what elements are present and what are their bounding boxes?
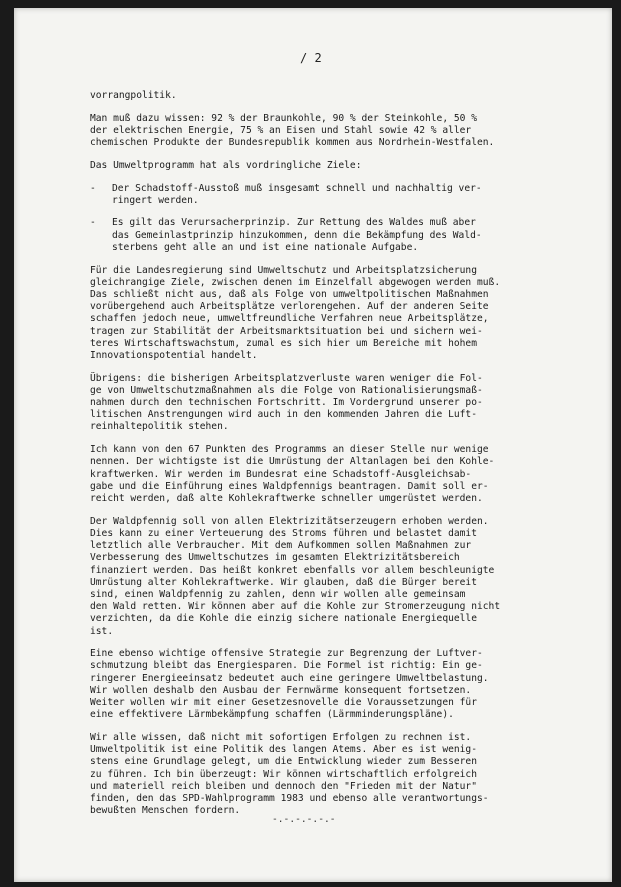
text-line: ringerer Energieeinsatz bedeutet auch eine geringere Umweltbelastung.	[90, 672, 489, 684]
text-line: schaffen jedoch neue, umweltfreundliche Verfahren neue Arbeitsplätze,	[90, 313, 489, 325]
text-line: Das schließt nicht aus, daß als Folge von umweltpolitischen Maßnahmen	[90, 288, 489, 300]
text-line: kraftwerken. Wir werden im Bundesrat eine Schadstoff-Ausgleichsab-	[90, 468, 472, 480]
paragraph	[90, 373, 590, 434]
text-line: finden, den das SPD-Wahlprogramm 1983 und ebenso alle verantwortungs-	[90, 792, 489, 804]
paragraph	[90, 516, 590, 638]
text-line: vorübergehend auch Arbeitsplätze verlorengehen. Auf der anderen Seite	[90, 301, 489, 313]
text-line: sterbens geht alle an und ist eine nationale Aufgabe.	[112, 241, 419, 253]
paragraph	[90, 113, 590, 150]
text-line: Umweltpolitik ist eine Politik des langen Atems. Aber es ist wenig-	[90, 744, 477, 756]
text-line: Innovationspotential handelt.	[90, 349, 258, 361]
text-line: Übrigens: die bisherigen Arbeitsplatzverluste waren weniger die Fol-	[90, 372, 483, 384]
text-line: den Wald retten. Wir können aber auf die Kohle zur Stromerzeugung nicht	[90, 601, 501, 613]
text-line: gabe und die Einführung eines Waldpfennigs beantragen. Damit soll er-	[90, 480, 489, 492]
paragraph	[90, 160, 590, 172]
text-line: Eine ebenso wichtige offensive Strategie zur Begrenzung der Luftver-	[90, 648, 483, 660]
text-line: reinhaltepolitik stehen.	[90, 421, 229, 433]
page-number: / 2	[300, 51, 322, 65]
text-line: tragen zur Stabilität der Arbeitsmarktsituation bei und sichern wei-	[90, 325, 483, 337]
text-line: nahmen durch den technischen Fortschritt. Im Vordergrund unserer po-	[90, 397, 483, 409]
text-line: und materiell reich bleiben und dennoch den "Frieden mit der Natur"	[90, 780, 477, 792]
list-item	[90, 183, 590, 207]
text-line: ist.	[90, 625, 114, 637]
list-item	[90, 217, 590, 254]
paragraph	[90, 90, 590, 102]
text-line: schmutzung bleibt das Energiesparen. Die Formel ist richtig: Ein ge-	[90, 660, 483, 672]
text-line: Das Umweltprogramm hat als vordringliche Ziele:	[90, 159, 362, 171]
text-line: finanziert werden. Das heißt konkret ebenfalls vor allem beschleunigte	[90, 564, 495, 576]
text-line: Ich kann von den 67 Punkten des Programms an dieser Stelle nur wenige	[90, 444, 489, 456]
text-line: eine effektivere Lärmbekämpfung schaffen (Lärmminderungspläne).	[90, 709, 454, 721]
paragraph	[90, 648, 590, 721]
bullet-dash: -	[90, 217, 96, 229]
text-line: vorrangpolitik.	[90, 90, 177, 101]
text-line: bewußten Menschen fordern.	[90, 805, 241, 817]
text-line: Wir wollen deshalb den Ausbau der Fernwärme konsequent fortsetzen.	[90, 684, 472, 696]
text-line: Umrüstung alter Kohlekraftwerke. Wir glauben, daß die Bürger bereit	[90, 576, 477, 588]
text-line: letztlich alle Verbraucher. Mit dem Aufkommen sollen Maßnahmen zur	[90, 540, 472, 552]
text-line: Dies kann zu einer Verteuerung des Stroms führen und belastet damit	[90, 527, 477, 539]
text-line: Weiter wollen wir mit einer Gesetzesnovelle die Voraussetzungen für	[90, 697, 477, 709]
text-line: zu führen. Ich bin überzeugt: Wir können wirtschaftlich erfolgreich	[90, 768, 477, 780]
text-line: Wir alle wissen, daß nicht mit sofortigen Erfolgen zu rechnen ist.	[90, 731, 472, 743]
text-line: Der Schadstoff-Ausstoß muß insgesamt schnell und nachhaltig ver-	[112, 182, 482, 194]
text-line: das Gemeinlastprinzip hinzukommen, denn die Bekämpfung des Wald-	[112, 229, 482, 241]
text-line: chemischen Produkte der Bundesrepublik kommen aus Nordrhein-Westfalen.	[90, 137, 495, 149]
text-line: litischen Anstrengungen wird auch in den kommenden Jahren die Luft-	[90, 409, 477, 421]
text-line: stens eine Grundlage gelegt, um die Entwicklung wieder zum Besseren	[90, 756, 477, 768]
text-line: Für die Landesregierung sind Umweltschutz und Arbeitsplatzsicherung	[90, 264, 477, 276]
text-line: Der Waldpfennig soll von allen Elektrizitätserzeugern erhoben werden.	[90, 515, 489, 527]
document-page	[14, 8, 612, 882]
text-line: verzichten, da die Kohle die einzig sichere nationale Energiequelle	[90, 613, 477, 625]
text-line: ge von Umweltschutzmaßnahmen als die Folge von Rationalisierungsmaß-	[90, 384, 483, 396]
text-line: der elektrischen Energie, 75 % an Eisen und Stahl sowie 42 % aller	[90, 124, 472, 136]
paragraph	[90, 732, 590, 817]
text-line: ringert werden.	[112, 194, 199, 206]
paragraph	[90, 444, 590, 505]
text-line: reicht werden, daß alte Kohlekraftwerke schneller umgerüstet werden.	[90, 492, 483, 504]
text-line: nennen. Der wichtigste ist die Umrüstung der Altanlagen bei den Kohle-	[90, 456, 495, 468]
text-line: Verbesserung des Umweltschutzes im gesamten Elektrizitätsbereich	[90, 552, 460, 564]
text-line: Man muß dazu wissen: 92 % der Braunkohle, 90 % der Steinkohle, 50 %	[90, 112, 477, 124]
end-mark: -.-.-.-.-.-	[272, 814, 336, 825]
paragraph	[90, 265, 590, 363]
bullet-dash: -	[90, 182, 96, 194]
text-line: gleichrangige Ziele, zwischen denen im Einzelfall abgewogen werden muß.	[90, 276, 501, 288]
text-line: Es gilt das Verursacherprinzip. Zur Rettung des Waldes muß aber	[112, 217, 476, 229]
document-body	[90, 90, 590, 828]
text-line: teres Wirtschaftswachstum, zumal es sich hier um Bereiche mit hohem	[90, 337, 477, 349]
text-line: sind, einen Waldpfennig zu zahlen, denn wir wollen alle gemeinsam	[90, 588, 466, 600]
